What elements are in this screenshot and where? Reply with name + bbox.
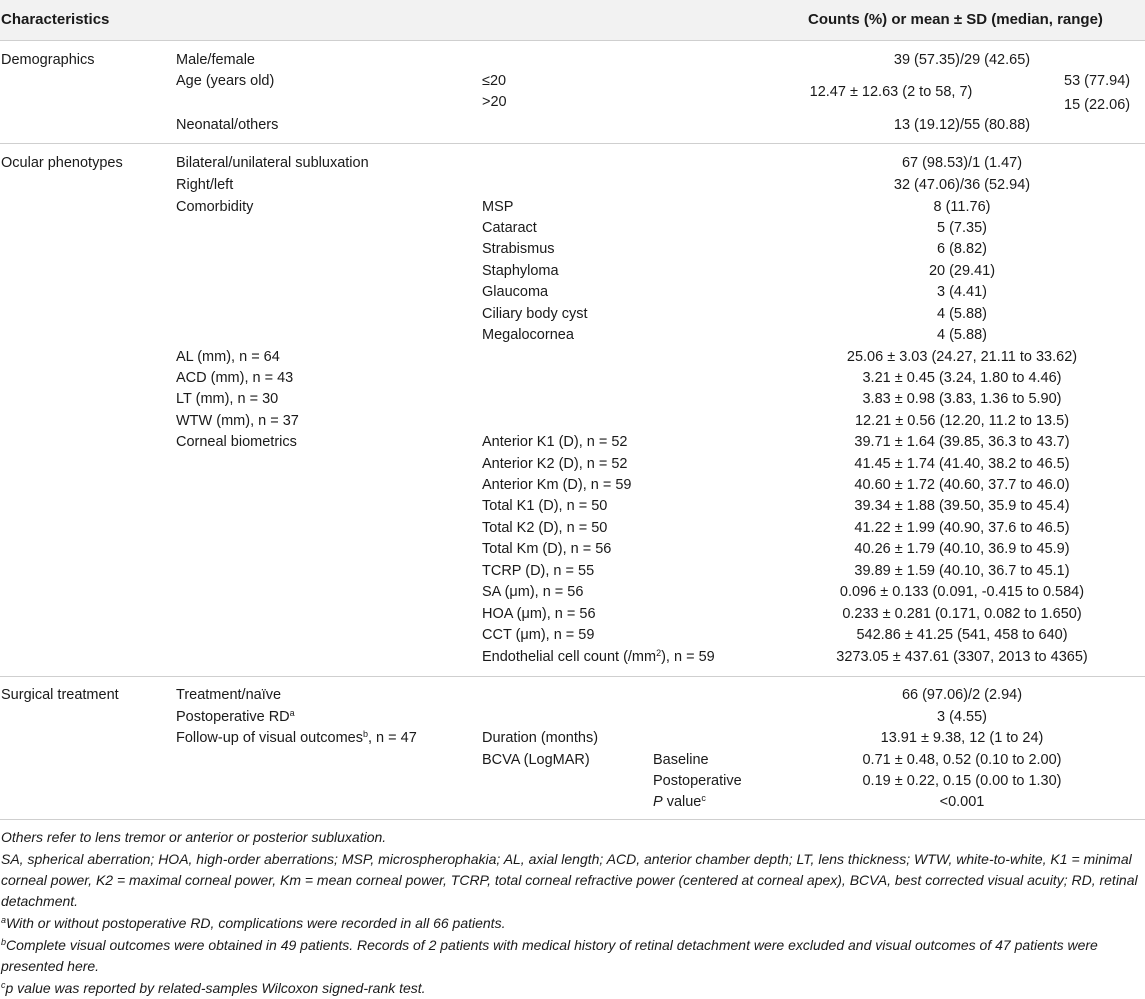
- footnote-marker: c: [1, 980, 6, 990]
- footnote: [1, 935, 1141, 977]
- footnote-text: Complete visual outcomes were obtained in 49 patients. Records of 2 patients with medical history of retinal detachment were excluded and visual outcomes of 47 patients were presented here.: [1, 937, 1098, 974]
- footnote: [1, 913, 1141, 934]
- row-value: <0.001: [939, 794, 985, 810]
- row-value: 53 (77.94): [1064, 73, 1131, 89]
- row-value: 3 (4.41): [937, 284, 987, 300]
- row-value: 13 (19.12)/55 (80.88): [893, 117, 1031, 133]
- row-sublabel: ≤20: [482, 73, 507, 89]
- row-sublabel: Postoperative: [653, 773, 742, 789]
- section-divider: [0, 143, 1145, 144]
- row-sublabel: Strabismus: [482, 241, 555, 257]
- section-surgical: Surgical treatment: [1, 687, 119, 703]
- section-ocular: Ocular phenotypes: [1, 155, 123, 171]
- row-label: Bilateral/unilateral subluxation: [176, 155, 369, 171]
- row-sublabel: Staphyloma: [482, 263, 559, 279]
- row-sublabel: MSP: [482, 199, 514, 215]
- row-sublabel: CCT (μm), n = 59: [482, 627, 595, 643]
- row-value: 3 (4.55): [937, 709, 987, 725]
- row-value: 4 (5.88): [937, 306, 987, 322]
- row-value: 0.19 ± 0.22, 0.15 (0.00 to 1.30): [862, 773, 1062, 789]
- header-characteristics: Characteristics: [1, 11, 110, 28]
- row-value: 66 (97.06)/2 (2.94): [901, 687, 1023, 703]
- row-value: 12.47 ± 12.63 (2 to 58, 7): [809, 84, 973, 100]
- row-label: Corneal biometrics: [176, 434, 297, 450]
- row-sublabel: Total Km (D), n = 56: [482, 541, 612, 557]
- row-label: Right/left: [176, 177, 234, 193]
- row-value: 5 (7.35): [937, 220, 987, 236]
- row-value: 40.60 ± 1.72 (40.60, 37.7 to 46.0): [854, 477, 1070, 493]
- row-value: 12.21 ± 0.56 (12.20, 11.2 to 13.5): [854, 413, 1070, 429]
- postop-rd-label: Postoperative RD: [176, 709, 290, 725]
- row-sublabel: [653, 793, 706, 811]
- row-sublabel: >20: [482, 94, 507, 110]
- row-value: 39.71 ± 1.64 (39.85, 36.3 to 43.7): [854, 434, 1070, 450]
- row-label: Male/female: [176, 52, 255, 68]
- row-sublabel: Cataract: [482, 220, 537, 236]
- row-value: 41.45 ± 1.74 (41.40, 38.2 to 46.5): [854, 456, 1070, 472]
- row-sublabel: BCVA (LogMAR): [482, 752, 590, 768]
- p-label-rest: value: [662, 794, 702, 810]
- row-sublabel: TCRP (D), n = 55: [482, 563, 595, 579]
- followup-label-a: Follow-up of visual outcomes: [176, 730, 363, 746]
- row-sublabel: Baseline: [653, 752, 709, 768]
- row-value: 39 (57.35)/29 (42.65): [893, 52, 1031, 68]
- row-label: ACD (mm), n = 43: [176, 370, 294, 386]
- row-sublabel: Total K2 (D), n = 50: [482, 520, 608, 536]
- endo-label-b: ), n = 59: [661, 649, 715, 665]
- row-value: 4 (5.88): [937, 327, 987, 343]
- row-value: 15 (22.06): [1064, 97, 1131, 113]
- section-divider: [0, 676, 1145, 677]
- row-value: 32 (47.06)/36 (52.94): [893, 177, 1031, 193]
- row-value: 0.233 ± 0.281 (0.171, 0.082 to 1.650): [842, 606, 1082, 622]
- endo-label-a: Endothelial cell count (/mm: [482, 649, 657, 665]
- row-label: AL (mm), n = 64: [176, 349, 280, 365]
- row-sublabel: Anterior K1 (D), n = 52: [482, 434, 628, 450]
- row-value: 13.91 ± 9.38, 12 (1 to 24): [880, 730, 1044, 746]
- row-value: 3.83 ± 0.98 (3.83, 1.36 to 5.90): [862, 391, 1062, 407]
- row-sublabel: Ciliary body cyst: [482, 306, 588, 322]
- row-sublabel: SA (μm), n = 56: [482, 584, 584, 600]
- row-value: 20 (29.41): [928, 263, 996, 279]
- row-value: 542.86 ± 41.25 (541, 458 to 640): [856, 627, 1068, 643]
- footnote-marker: b: [362, 729, 368, 739]
- row-value: 67 (98.53)/1 (1.47): [901, 155, 1023, 171]
- row-value: 6 (8.82): [937, 241, 987, 257]
- row-value: 3273.05 ± 437.61 (3307, 2013 to 4365): [836, 649, 1088, 665]
- row-label: Comorbidity: [176, 199, 254, 215]
- row-value: 40.26 ± 1.79 (40.10, 36.9 to 45.9): [854, 541, 1070, 557]
- row-label: [176, 729, 417, 747]
- row-sublabel: [482, 648, 715, 666]
- row-label: Neonatal/others: [176, 117, 279, 133]
- row-sublabel: Glaucoma: [482, 284, 549, 300]
- footnote: [1, 978, 1141, 999]
- endo-sup: 2: [656, 648, 662, 658]
- footnote: Others refer to lens tremor or anterior or posterior subluxation.: [1, 829, 387, 845]
- row-value: 8 (11.76): [933, 199, 991, 215]
- row-sublabel: Anterior Km (D), n = 59: [482, 477, 632, 493]
- section-demographics: Demographics: [1, 52, 95, 68]
- followup-label-b: , n = 47: [368, 730, 417, 746]
- footnote-marker: a: [1, 915, 7, 925]
- row-sublabel: Duration (months): [482, 730, 599, 746]
- footnote: SA, spherical aberration; HOA, high-order aberrations; MSP, microspherophakia; AL, axial length; ACD, anterior chamber depth; LT, lens thickness; WTW, white-to-white, K1 = minimal corneal power, K2 = maximal corneal power, Km = mean corneal power, TCRP, total corneal refractive power (centered at corneal apex), BCVA, best corrected visual acuity; RD, retinal detachment.: [1, 851, 1138, 909]
- p-italic: P: [653, 794, 663, 810]
- row-value: 0.71 ± 0.48, 0.52 (0.10 to 2.00): [862, 752, 1062, 768]
- row-value: 39.89 ± 1.59 (40.10, 36.7 to 45.1): [854, 563, 1070, 579]
- header-counts: Counts (%) or mean ± SD (median, range): [808, 11, 1103, 28]
- row-sublabel: Anterior K2 (D), n = 52: [482, 456, 628, 472]
- row-value: 3.21 ± 0.45 (3.24, 1.80 to 4.46): [862, 370, 1062, 386]
- row-sublabel: HOA (μm), n = 56: [482, 606, 596, 622]
- row-value: 39.34 ± 1.88 (39.50, 35.9 to 45.4): [854, 498, 1070, 514]
- table-bottom-rule: [0, 819, 1145, 820]
- row-label: LT (mm), n = 30: [176, 391, 279, 407]
- row-label: Age (years old): [176, 73, 275, 89]
- row-label: Treatment/naïve: [176, 687, 282, 703]
- row-value: 25.06 ± 3.03 (24.27, 21.11 to 33.62): [846, 349, 1078, 365]
- row-value: 0.096 ± 0.133 (0.091, -0.415 to 0.584): [839, 584, 1085, 600]
- footnote-marker: a: [289, 708, 295, 718]
- row-sublabel: Megalocornea: [482, 327, 574, 343]
- row-sublabel: Total K1 (D), n = 50: [482, 498, 608, 514]
- footnote-marker: c: [701, 793, 706, 803]
- row-label: [176, 708, 295, 726]
- footnote-marker: b: [1, 937, 7, 947]
- row-value: 41.22 ± 1.99 (40.90, 37.6 to 46.5): [854, 520, 1070, 536]
- row-label: WTW (mm), n = 37: [176, 413, 299, 429]
- footnote-text: With or without postoperative RD, complications were recorded in all 66 patients.: [6, 915, 506, 931]
- footnote-text: p value was reported by related-samples Wilcoxon signed-rank test.: [5, 980, 426, 996]
